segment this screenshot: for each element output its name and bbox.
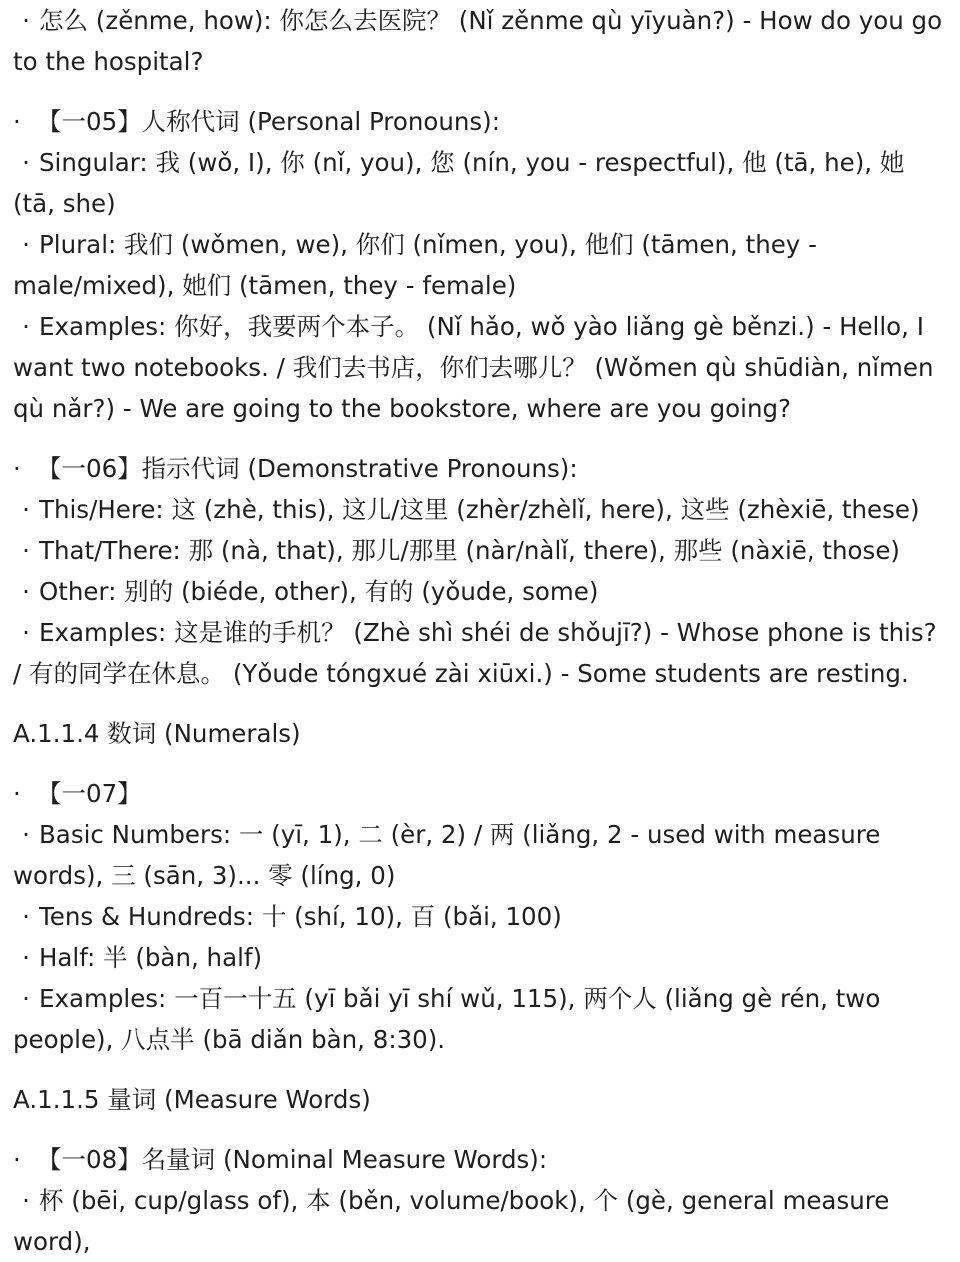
item-half: Half: 半 (bàn, half) [39, 943, 263, 972]
bullet: · [22, 984, 30, 1013]
bullet: · [22, 230, 30, 259]
item-zenme [13, 0, 950, 82]
item-examples: Examples: 你好，我要两个本子。 (Nǐ hǎo, wǒ yào liǎng gè běnzi.) - Hello, I want two notebooks. / 我们去书店，你们去哪儿？ (Wǒmen qù shūdiàn, nǐmen qù nǎr?) - We are going to the bookstore, where are you going? [13, 312, 934, 423]
bullet: · [22, 902, 30, 931]
section-demonstrative-pronouns [13, 448, 950, 694]
item-measure-words: 杯 (bēi, cup/glass of), 本 (běn, volume/book), 个 (gè, general measure word), [13, 1186, 890, 1256]
bullet: · [22, 536, 30, 565]
section-heading: 【一08】名量词 (Nominal Measure Words): [37, 1145, 548, 1174]
item-other: Other: 别的 (biéde, other), 有的 (yǒude, some) [39, 577, 599, 606]
heading-measure-words: A.1.1.5 量词 (Measure Words) [13, 1085, 371, 1114]
bullet: · [13, 454, 21, 483]
item-basic-numbers: Basic Numbers: 一 (yī, 1), 二 (èr, 2) / 两 (liǎng, 2 - used with measure words), 三 (sān, 3)... 零 (líng, 0) [13, 820, 881, 890]
item-plural: Plural: 我们 (wǒmen, we), 你们 (nǐmen, you), 他们 (tāmen, they - male/mixed), 她们 (tāmen, they - female) [13, 230, 817, 300]
bullet: · [22, 943, 30, 972]
item-examples: Examples: 一百一十五 (yī bǎi yī shí wǔ, 115), 两个人 (liǎng gè rén, two people), 八点半 (bā diǎn bàn, 8:30). [13, 984, 881, 1054]
section-heading: 【一07】 [37, 779, 142, 808]
section-nominal-measure-words [13, 1139, 950, 1262]
bullet: · [22, 6, 30, 35]
item-this-here: This/Here: 这 (zhè, this), 这儿/这里 (zhèr/zhèlǐ, here), 这些 (zhèxiē, these) [39, 495, 920, 524]
bullet: · [22, 312, 30, 341]
section-heading: 【一06】指示代词 (Demonstrative Pronouns): [37, 454, 578, 483]
bullet: · [22, 495, 30, 524]
item-tens-hundreds: Tens & Hundreds: 十 (shí, 10), 百 (bǎi, 100) [39, 902, 562, 931]
bullet: · [13, 779, 21, 808]
section-heading: 【一05】人称代词 (Personal Pronouns): [37, 107, 500, 136]
item-singular: Singular: 我 (wǒ, I), 你 (nǐ, you), 您 (nín, you - respectful), 他 (tā, he), 她 (tā, she) [13, 148, 905, 218]
bullet: · [22, 618, 30, 647]
item-text: 怎么 (zěnme, how): 你怎么去医院？ (Nǐ zěnme qù yīyuàn?) - How do you go to the hospital? [13, 6, 943, 76]
section-personal-pronouns [13, 101, 950, 429]
heading-numerals: A.1.1.4 数词 (Numerals) [13, 719, 301, 748]
bullet: · [22, 577, 30, 606]
bullet: · [13, 1145, 21, 1174]
bullet: · [22, 820, 30, 849]
section-numerals [13, 773, 950, 1060]
bullet: · [13, 107, 21, 136]
item-examples: Examples: 这是谁的手机？ (Zhè shì shéi de shǒujī?) - Whose phone is this? / 有的同学在休息。 (Yǒude tóngxué zài xiūxi.) - Some students are resting. [13, 618, 937, 688]
bullet: · [22, 1186, 30, 1215]
bullet: · [22, 148, 30, 177]
item-that-there: That/There: 那 (nà, that), 那儿/那里 (nàr/nàlǐ, there), 那些 (nàxiē, those) [39, 536, 900, 565]
